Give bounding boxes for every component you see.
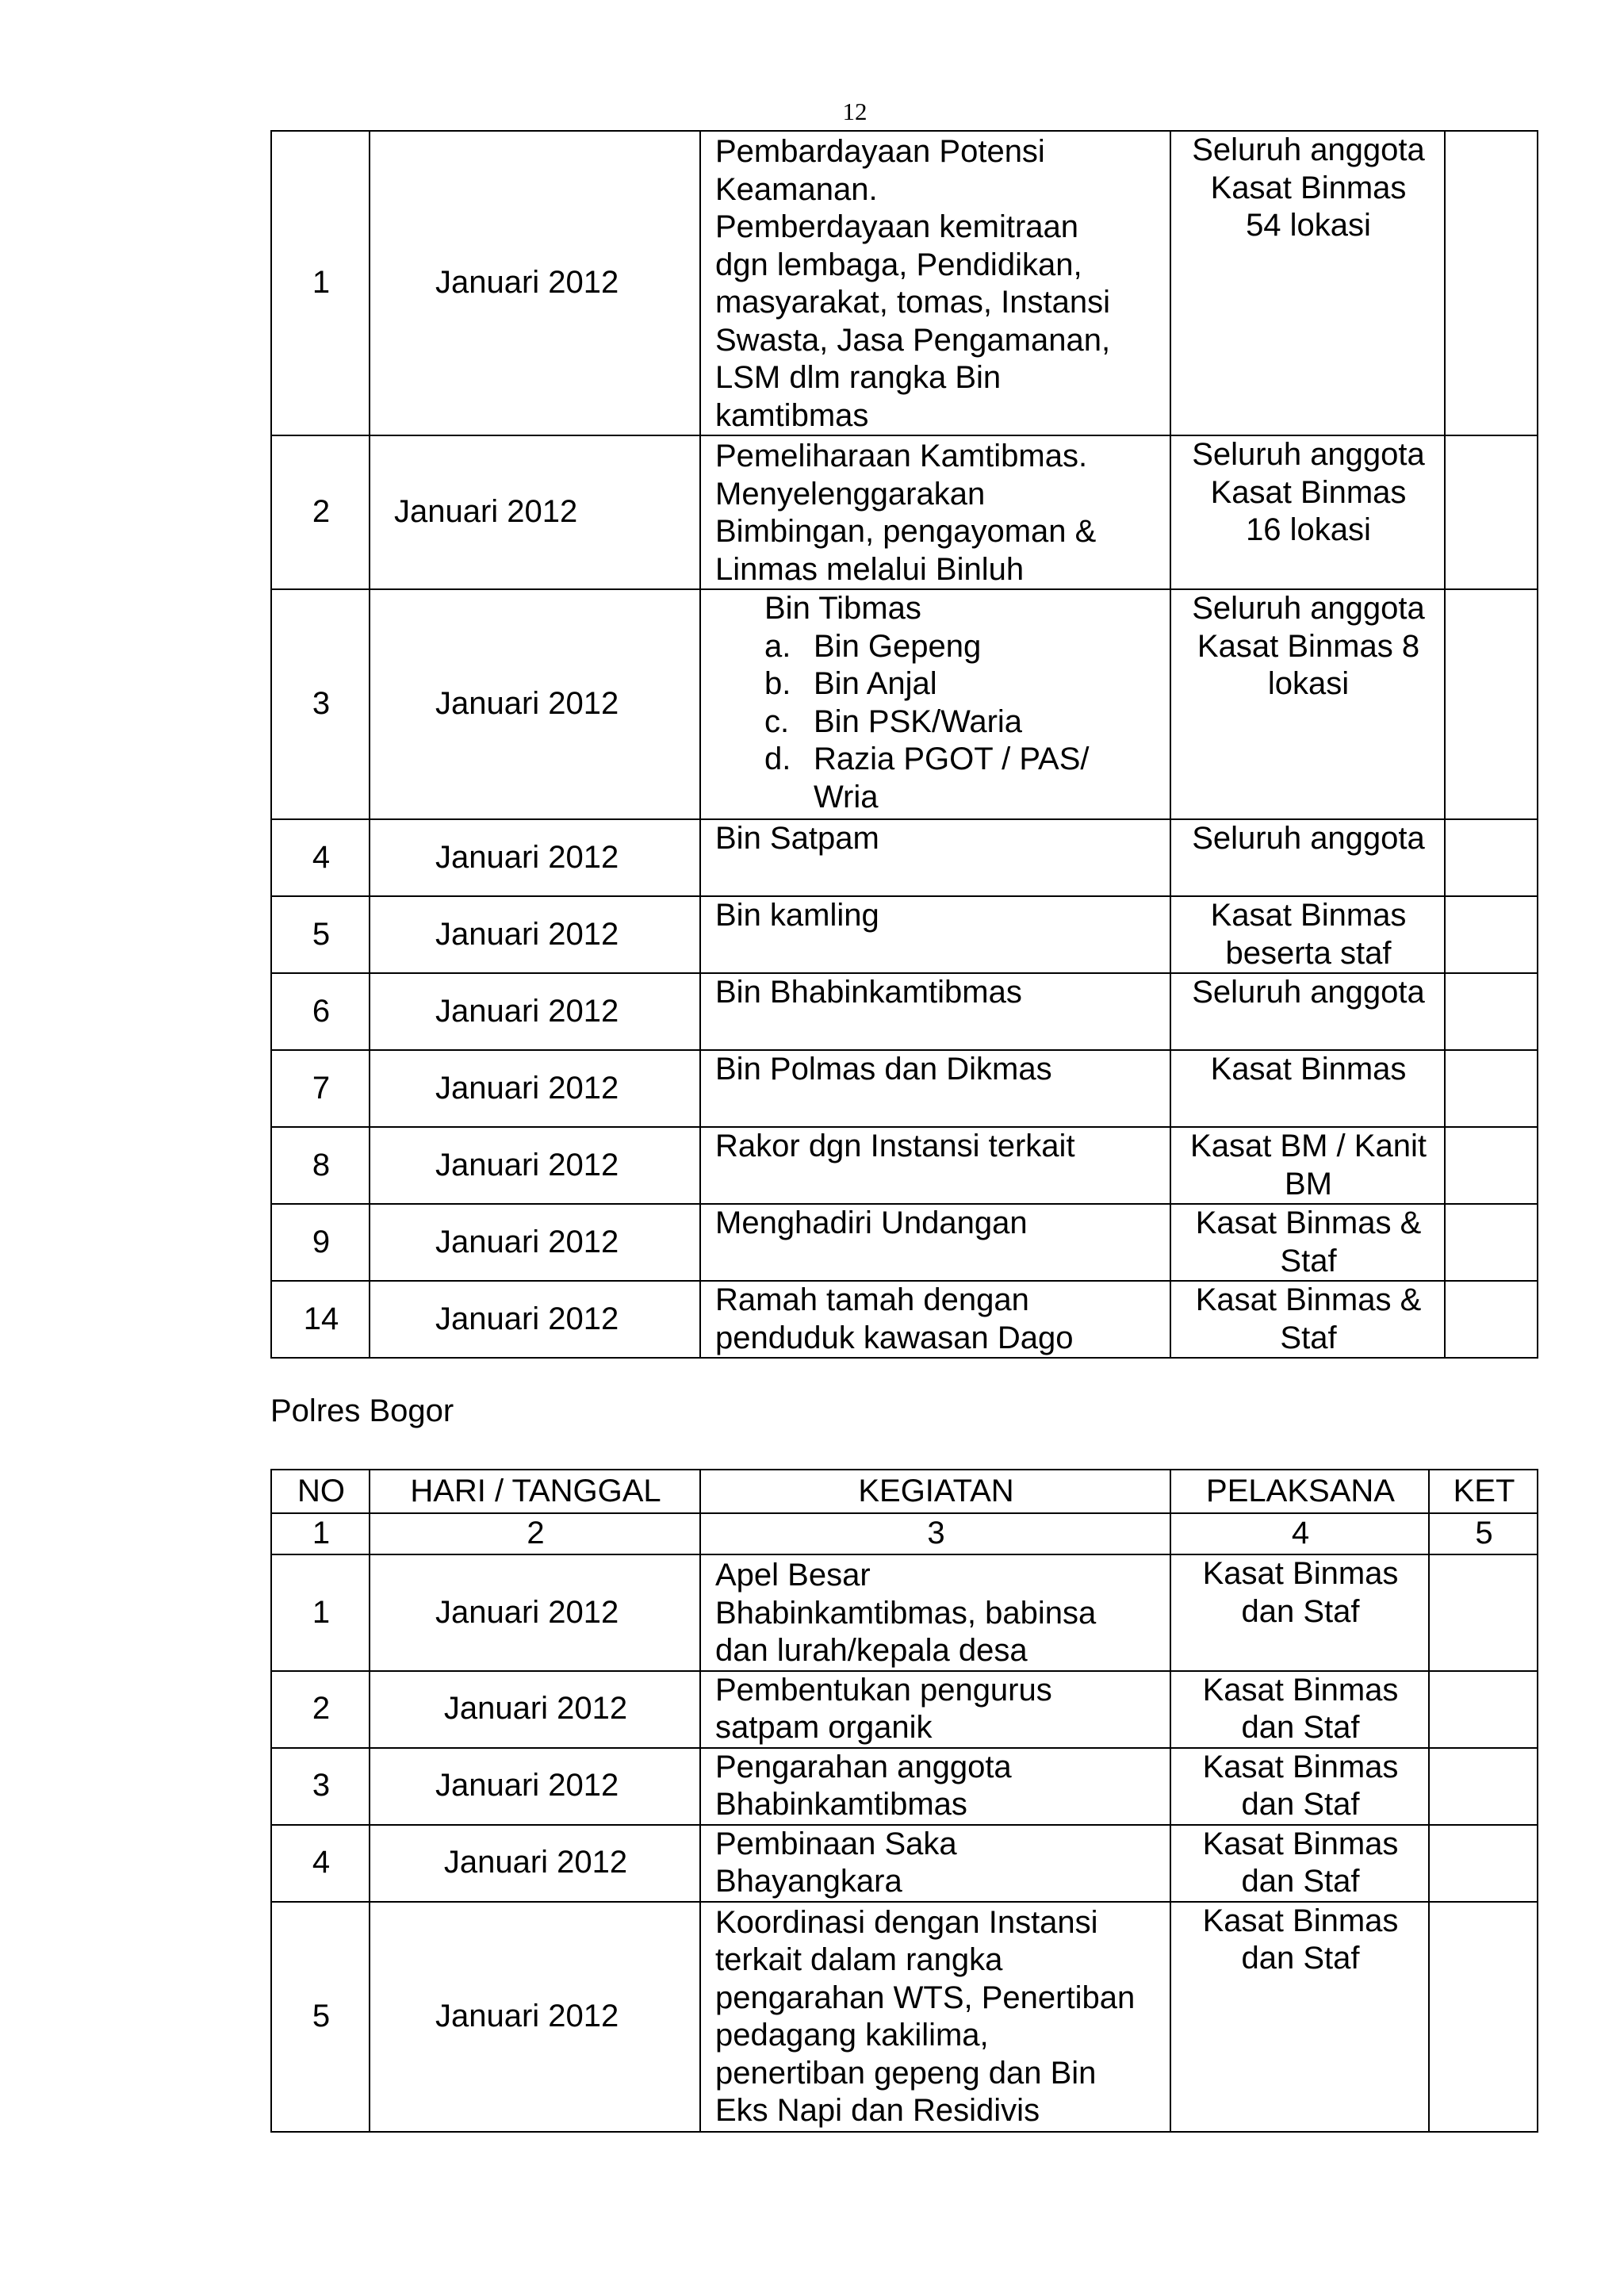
activity-line: Pemberdayaan kemitraan — [715, 209, 1079, 244]
executor-line: Kasat Binmas — [1210, 898, 1407, 933]
table-row — [271, 1554, 1538, 1671]
activity-table-continued — [270, 130, 1538, 1359]
column-number-4: 4 — [1170, 1513, 1429, 1554]
executor-line: Kasat BM / Kanit — [1190, 1129, 1427, 1163]
activity-line: Bin Polmas dan Dikmas — [715, 1052, 1052, 1087]
row-number: 3 — [271, 1748, 370, 1825]
activity-line: Pembardayaan Potensi — [715, 134, 1045, 169]
row-number: 2 — [271, 435, 370, 589]
list-marker: a. — [764, 628, 791, 664]
row-activity — [700, 1902, 1170, 2132]
row-date: Januari 2012 — [370, 1825, 700, 1902]
executor-line: 54 lokasi — [1246, 208, 1371, 243]
list-item-text: Razia PGOT / PAS/ — [814, 742, 1090, 776]
row-executor — [1170, 1127, 1445, 1204]
row-activity — [700, 896, 1170, 973]
row-activity — [700, 1554, 1170, 1671]
row-executor — [1170, 1748, 1429, 1825]
executor-line: Kasat Binmas — [1202, 1556, 1399, 1591]
list-item-text: Wria — [814, 779, 879, 815]
row-executor — [1170, 896, 1445, 973]
row-activity — [700, 1127, 1170, 1204]
row-ket — [1445, 1050, 1538, 1127]
row-ket — [1445, 589, 1538, 819]
row-number: 2 — [271, 1671, 370, 1748]
executor-line: dan Staf — [1241, 1593, 1360, 1629]
row-ket — [1429, 1554, 1538, 1671]
row-ket — [1445, 819, 1538, 896]
row-ket — [1445, 131, 1538, 435]
row-date: Januari 2012 — [370, 819, 700, 896]
row-activity — [700, 1825, 1170, 1902]
activity-line: Bimbingan, pengayoman & — [715, 514, 1097, 549]
column-number-row — [271, 1513, 1538, 1554]
row-date: Januari 2012 — [370, 896, 700, 973]
executor-line: beserta staf — [1225, 935, 1392, 971]
activity-line: Rakor dgn Instansi terkait — [715, 1129, 1075, 1163]
polres-bogor-table-body — [271, 1554, 1538, 2132]
row-date: Januari 2012 — [370, 1554, 700, 1671]
header-date: HARI / TANGGAL — [370, 1470, 700, 1513]
row-date: Januari 2012 — [370, 1748, 700, 1825]
row-executor — [1170, 1671, 1429, 1748]
activity-line: pedagang kakilima, — [715, 2018, 989, 2053]
row-number: 7 — [271, 1050, 370, 1127]
row-ket — [1445, 1204, 1538, 1281]
executor-line: dan Staf — [1241, 1941, 1360, 1976]
row-date: Januari 2012 — [370, 1281, 700, 1358]
activity-list-title: Bin Tibmas — [764, 591, 921, 626]
activity-list-item — [715, 703, 1157, 742]
activity-line: Pemeliharaan Kamtibmas. — [715, 439, 1088, 473]
row-activity — [700, 1050, 1170, 1127]
row-ket — [1445, 896, 1538, 973]
executor-line: Kasat Binmas 8 — [1197, 628, 1420, 664]
row-executor — [1170, 1554, 1429, 1671]
activity-line: dan lurah/kepala desa — [715, 1633, 1028, 1668]
table-row — [271, 1748, 1538, 1825]
activity-line: satpam organik — [715, 1710, 933, 1745]
row-activity — [700, 1204, 1170, 1281]
list-marker: d. — [764, 742, 791, 776]
activity-line: Bin Bhabinkamtibmas — [715, 975, 1022, 1010]
row-ket — [1429, 1902, 1538, 2132]
row-ket — [1445, 1281, 1538, 1358]
table-row — [271, 1825, 1538, 1902]
activity-line: Koordinasi dengan Instansi — [715, 1904, 1098, 1940]
column-number-3: 3 — [700, 1513, 1170, 1554]
activity-line: LSM dlm rangka Bin — [715, 360, 1002, 395]
row-number: 6 — [271, 973, 370, 1050]
row-executor — [1170, 435, 1445, 589]
activity-line: Bin kamling — [715, 898, 879, 933]
activity-line: Ramah tamah dengan — [715, 1282, 1029, 1317]
activity-list-item — [715, 779, 1157, 817]
list-item-text: Bin Gepeng — [814, 628, 982, 664]
executor-line: Seluruh anggota — [1192, 975, 1425, 1010]
row-date: Januari 2012 — [370, 1050, 700, 1127]
row-number: 5 — [271, 1902, 370, 2132]
column-number-5: 5 — [1429, 1513, 1538, 1554]
executor-line: Kasat Binmas — [1210, 170, 1407, 205]
executor-line: Staf — [1280, 1243, 1337, 1278]
executor-line: Kasat Binmas — [1202, 1672, 1399, 1708]
activity-list-item — [715, 665, 1157, 703]
row-ket — [1429, 1825, 1538, 1902]
table-row — [271, 1127, 1538, 1204]
activity-line: Keamanan. — [715, 171, 878, 207]
row-date: Januari 2012 — [370, 1902, 700, 2132]
row-executor — [1170, 819, 1445, 896]
executor-line: Kasat Binmas — [1202, 1826, 1399, 1861]
table-row — [271, 896, 1538, 973]
row-date: Januari 2012 — [370, 131, 700, 435]
activity-line: Bhayangkara — [715, 1864, 902, 1899]
table-row — [271, 1902, 1538, 2132]
table-row — [271, 589, 1538, 819]
table-row — [271, 1671, 1538, 1748]
activity-line: Apel Besar — [715, 1558, 871, 1593]
row-executor — [1170, 589, 1445, 819]
activity-line: Bhabinkamtibmas, babinsa — [715, 1595, 1097, 1631]
executor-line: Seluruh anggota — [1192, 437, 1425, 472]
row-activity — [700, 819, 1170, 896]
activity-table-continued-body — [271, 131, 1538, 1358]
activity-line: pengarahan WTS, Penertiban — [715, 1980, 1136, 2015]
executor-line: Seluruh anggota — [1192, 821, 1425, 856]
table-row — [271, 1281, 1538, 1358]
column-number-1: 1 — [271, 1513, 370, 1554]
activity-line: Menyelenggarakan — [715, 476, 986, 512]
activity-line: Swasta, Jasa Pengamanan, — [715, 322, 1111, 358]
table-row — [271, 819, 1538, 896]
header-activity: KEGIATAN — [700, 1470, 1170, 1513]
table-row — [271, 131, 1538, 435]
row-date: Januari 2012 — [370, 435, 700, 589]
row-number: 1 — [271, 131, 370, 435]
row-date: Januari 2012 — [370, 973, 700, 1050]
row-number: 4 — [271, 819, 370, 896]
table-header-row — [271, 1470, 1538, 1513]
row-number: 14 — [271, 1281, 370, 1358]
row-executor — [1170, 131, 1445, 435]
row-executor — [1170, 973, 1445, 1050]
row-date: Januari 2012 — [370, 1204, 700, 1281]
row-executor — [1170, 1204, 1445, 1281]
row-activity — [700, 131, 1170, 435]
executor-line: dan Staf — [1241, 1864, 1360, 1899]
table-row — [271, 435, 1538, 589]
list-marker — [764, 779, 814, 817]
row-ket — [1429, 1748, 1538, 1825]
executor-line: Staf — [1280, 1320, 1337, 1355]
row-activity — [700, 1281, 1170, 1358]
row-executor — [1170, 1281, 1445, 1358]
activity-line: Pengarahan anggota — [715, 1749, 1012, 1784]
executor-line: Seluruh anggota — [1192, 591, 1425, 626]
row-number: 9 — [271, 1204, 370, 1281]
section-title: Polres Bogor — [270, 1393, 454, 1428]
executor-line: Kasat Binmas & — [1195, 1282, 1422, 1317]
row-activity — [700, 435, 1170, 589]
executor-line: Seluruh anggota — [1192, 132, 1425, 167]
activity-line: masyarakat, tomas, Instansi — [715, 285, 1110, 320]
activity-line: Pembentukan pengurus — [715, 1672, 1052, 1708]
row-date: Januari 2012 — [370, 1127, 700, 1204]
activity-line: kamtibmas — [715, 397, 869, 433]
page-number: 12 — [842, 98, 868, 125]
row-ket — [1445, 435, 1538, 589]
row-executor — [1170, 1050, 1445, 1127]
executor-line: Kasat Binmas — [1202, 1903, 1399, 1938]
row-number: 1 — [271, 1554, 370, 1671]
activity-line: Eks Napi dan Residivis — [715, 2093, 1040, 2128]
header-executor: PELAKSANA — [1170, 1470, 1429, 1513]
row-number: 4 — [271, 1825, 370, 1902]
executor-line: Kasat Binmas — [1210, 1052, 1407, 1087]
row-date: Januari 2012 — [370, 589, 700, 819]
table-row — [271, 1204, 1538, 1281]
executor-line: dan Staf — [1241, 1787, 1360, 1822]
activity-line: Linmas melalui Binluh — [715, 551, 1025, 587]
activity-line: penertiban gepeng dan Bin — [715, 2055, 1097, 2091]
row-executor — [1170, 1902, 1429, 2132]
row-date: Januari 2012 — [370, 1671, 700, 1748]
executor-line: dan Staf — [1241, 1710, 1360, 1745]
list-marker: c. — [764, 703, 790, 739]
activity-list-item — [715, 628, 1157, 666]
table-row — [271, 1050, 1538, 1127]
executor-line: lokasi — [1267, 666, 1350, 701]
executor-line: 16 lokasi — [1246, 512, 1371, 547]
row-number: 8 — [271, 1127, 370, 1204]
polres-bogor-table — [270, 1469, 1538, 2133]
activity-line: Bhabinkamtibmas — [715, 1787, 967, 1822]
header-ket: KET — [1429, 1470, 1538, 1513]
row-ket — [1429, 1671, 1538, 1748]
list-marker: b. — [764, 666, 791, 701]
executor-line: Kasat Binmas — [1210, 474, 1407, 510]
header-no: NO — [271, 1470, 370, 1513]
executor-line: Kasat Binmas & — [1195, 1205, 1422, 1240]
row-activity — [700, 589, 1170, 819]
activity-line: Pembinaan Saka — [715, 1826, 957, 1861]
activity-list-item — [715, 741, 1157, 779]
row-ket — [1445, 973, 1538, 1050]
row-activity — [700, 973, 1170, 1050]
executor-line: BM — [1285, 1166, 1332, 1202]
table-row — [271, 973, 1538, 1050]
list-item-text: Bin PSK/Waria — [814, 703, 1023, 739]
activity-line: Menghadiri Undangan — [715, 1205, 1028, 1240]
row-ket — [1445, 1127, 1538, 1204]
activity-line: Bin Satpam — [715, 821, 879, 856]
row-activity — [700, 1748, 1170, 1825]
row-activity — [700, 1671, 1170, 1748]
activity-line: dgn lembaga, Pendidikan, — [715, 247, 1082, 282]
activity-line: penduduk kawasan Dago — [715, 1320, 1074, 1355]
row-number: 5 — [271, 896, 370, 973]
activity-line: terkait dalam rangka — [715, 1942, 1003, 1977]
row-executor — [1170, 1825, 1429, 1902]
column-number-2: 2 — [370, 1513, 700, 1554]
row-number: 3 — [271, 589, 370, 819]
executor-line: Kasat Binmas — [1202, 1749, 1399, 1784]
list-item-text: Bin Anjal — [814, 666, 937, 701]
